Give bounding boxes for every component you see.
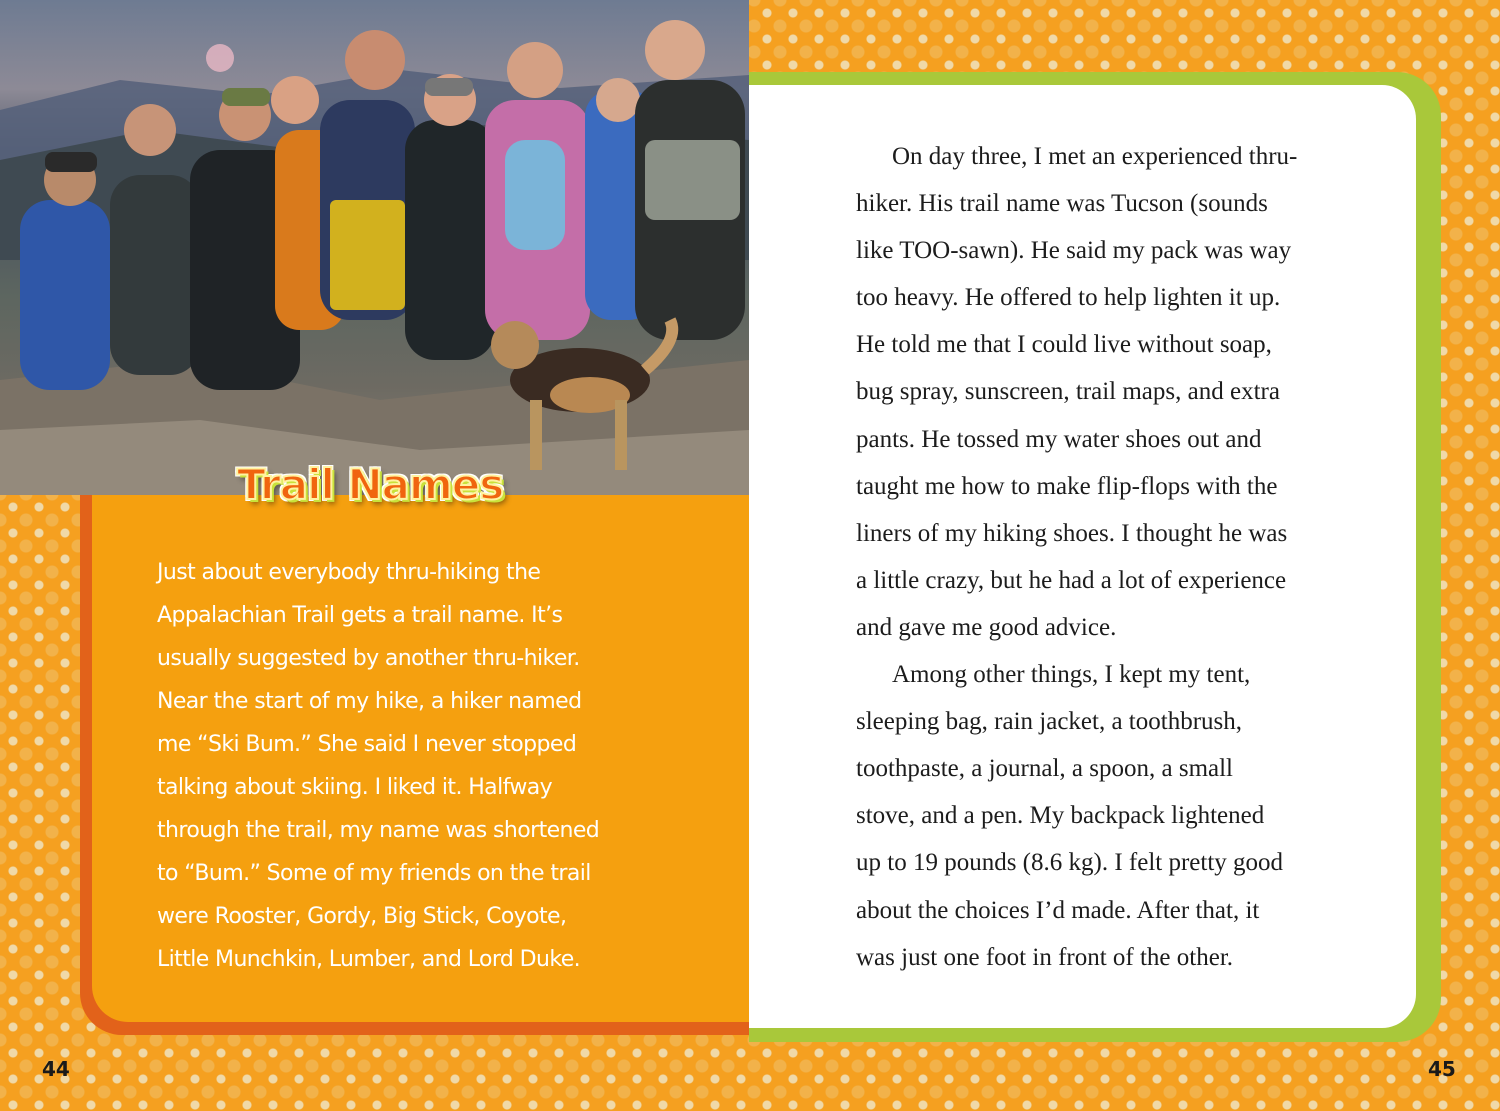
group-of-hikers-photo-icon [0, 0, 749, 495]
sidebar-line: Near the start of my hike, a hiker named [157, 689, 582, 714]
sidebar-line: through the trail, my name was shortened [157, 818, 600, 843]
story-text [856, 133, 1356, 981]
sidebar-line: were Rooster, Gordy, Big Stick, Coyote, [157, 904, 567, 929]
story-line: a little crazy, but he had a lot of experience [856, 566, 1287, 594]
story-line: toothpaste, a journal, a spoon, a small [856, 755, 1234, 783]
story-line: was just one foot in front of the other. [856, 943, 1234, 971]
page-number-right: 45 [1428, 1057, 1456, 1081]
story-line: taught me how to make flip-flops with the [856, 472, 1278, 500]
sidebar-line: Little Munchkin, Lumber, and Lord Duke. [157, 947, 581, 972]
sidebar-line: Just about everybody thru-hiking the [157, 560, 541, 585]
story-line: too heavy. He offered to help lighten it up. [856, 284, 1281, 312]
story-paragraph-1 [856, 133, 1356, 651]
story-line: hiker. His trail name was Tucson (sounds [856, 190, 1268, 218]
story-line: stove, and a pen. My backpack lightened [856, 802, 1265, 830]
story-line: liners of my hiking shoes. I thought he was [856, 519, 1288, 547]
sidebar-line: usually suggested by another thru-hiker. [157, 646, 580, 671]
sidebar-title: Trail Names [237, 460, 504, 509]
sidebar-line: talking about skiing. I liked it. Halfway [157, 775, 553, 800]
story-line: On day three, I met an experienced thru- [892, 143, 1298, 170]
story-line: like TOO-sawn). He said my pack was way [856, 237, 1292, 265]
page-number-left: 44 [42, 1057, 70, 1081]
sidebar-text [157, 551, 657, 981]
sidebar-line: to “Bum.” Some of my friends on the trail [157, 861, 591, 886]
story-line: pants. He tossed my water shoes out and [856, 425, 1262, 453]
story-line: up to 19 pounds (8.6 kg). I felt pretty good [856, 849, 1284, 877]
story-line: about the choices I’d made. After that, it [856, 896, 1260, 924]
story-line: sleeping bag, rain jacket, a toothbrush, [856, 708, 1242, 736]
story-line: He told me that I could live without soap, [856, 331, 1272, 359]
hikers-photo [0, 0, 749, 495]
sidebar-line: me “Ski Bum.” She said I never stopped [157, 732, 577, 757]
story-line: and gave me good advice. [856, 613, 1117, 641]
story-line: Among other things, I kept my tent, [892, 661, 1251, 689]
story-line: bug spray, sunscreen, trail maps, and extra [856, 378, 1280, 406]
story-paragraph-2 [856, 651, 1356, 981]
sidebar-line: Appalachian Trail gets a trail name. It’s [157, 603, 563, 628]
